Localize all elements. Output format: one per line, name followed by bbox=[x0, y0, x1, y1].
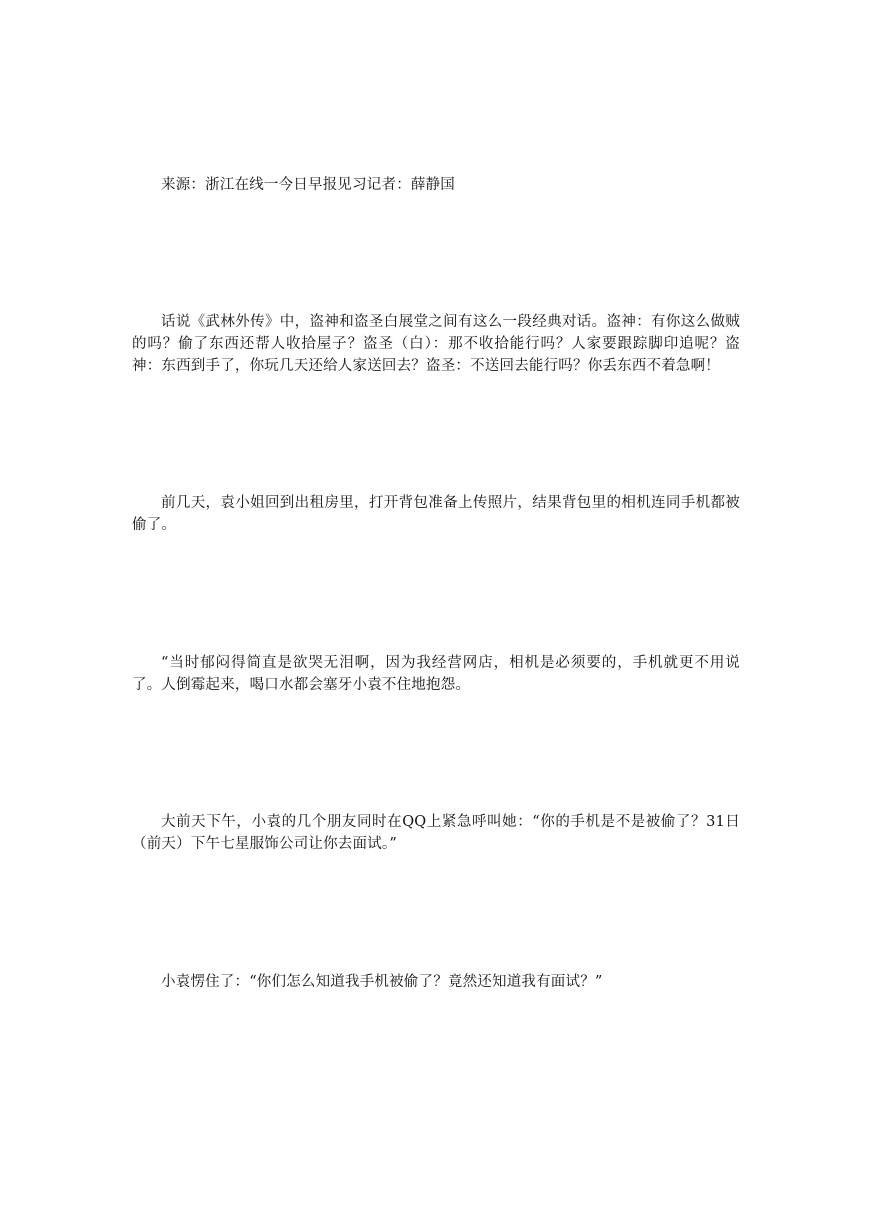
paragraph: 小袁愣住了：“你们怎么知道我手机被偷了？竟然还知道我有面试？” bbox=[161, 974, 603, 990]
source-line: 来源：浙江在线一今日早报见习记者：薛静国 bbox=[161, 177, 455, 193]
paragraph: 前几天，袁小姐回到出租房里，打开背包准备上传照片，结果背包里的相机连同手机都被偷了。 bbox=[132, 495, 740, 533]
paragraph: 大前天下午，小袁的几个朋友同时在QQ上紧急呼叫她：“你的手机是不是被偷了？31日（前天）下午七星服饰公司让你去面试。” bbox=[132, 814, 740, 852]
paragraph: “当时郁闷得简直是欲哭无泪啊，因为我经营网店，相机是必须要的，手机就更不用说了。人倒霉起来，喝口水都会塞牙小袁不住地抱怨。 bbox=[132, 655, 740, 693]
paragraph: 话说《武林外传》中，盗神和盗圣白展堂之间有这么一段经典对话。盗神：有你这么做贼的吗？偷了东西还帮人收拾屋子？盗圣（白）：那不收拾能行吗？人家要跟踪脚印追呢？盗神：东西到手了，你玩几天还给人家送回去？盗圣：不送回去能行吗？你丢东西不着急啊！ bbox=[132, 314, 740, 374]
